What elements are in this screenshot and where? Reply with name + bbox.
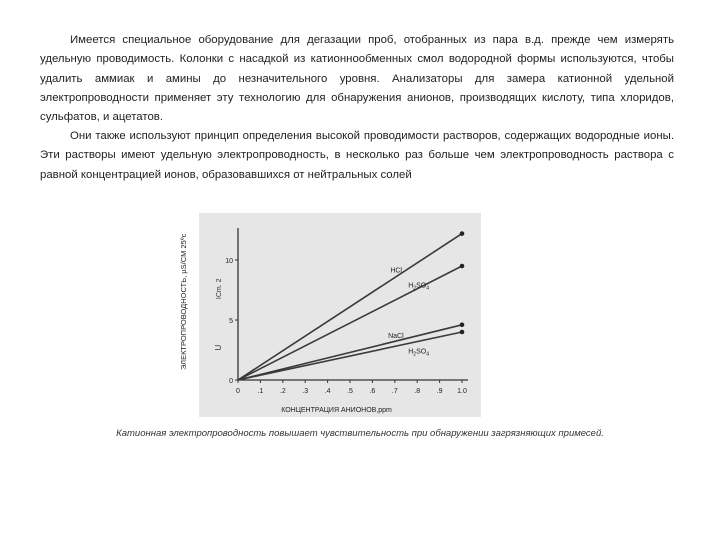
x-tick-label: .1	[257, 388, 264, 395]
x-tick-label: .8	[414, 388, 421, 395]
figure-caption: Катионная электропроводность повышает чувствительность при обнаружении загрязняющих примесей.	[116, 428, 604, 439]
series-end-point	[460, 330, 465, 335]
series-label: $H_2SO_4$	[408, 348, 429, 358]
x-tick-label: .5	[347, 388, 353, 395]
x-tick-label: .9	[436, 388, 443, 395]
x-axis-label: КОНЦЕНТРАЦИЯ АНИОНОВ,ppm	[281, 407, 392, 414]
paragraph-2: Они также используют принцип определения высокой проводимости растворов, содержащих водородные ионы. Эти растворы имеют удельную электропроводность, в несколько раз больше чем электропроводность раствора с равной концентрацией ионов, образовавшихся от нейтральных солей	[40, 130, 674, 181]
x-tick-label: .2	[279, 388, 286, 395]
paragraph-1: Имеется специальное оборудование для дегазации проб, отобранных из пара в.д. прежде чем измерять удельную проводимость. Колонки с насадкой из катионнообменных смол водородной формы используются, чтобы удалить аммиак и амины до незначительного уровня. Анализаторы для замера катионной удельной электропроводности применяет эту технологию для обнаружения анионов, производящих кислоту, типа хлоридов, сульфатов, и ацетатов.	[40, 34, 674, 124]
conductivity-chart	[199, 213, 481, 417]
y-inner-label: U	[214, 344, 223, 351]
series-label: HCl	[390, 267, 402, 275]
chart-figure	[199, 213, 481, 417]
series-label: NaCl	[388, 333, 404, 341]
series-line	[238, 234, 462, 380]
x-tick-label: 1.0	[457, 388, 467, 395]
y-inner-label: ICm. 2	[216, 278, 223, 300]
x-tick-label: .4	[324, 388, 331, 395]
x-tick-label: .7	[391, 388, 398, 395]
x-tick-label: 0	[236, 388, 240, 395]
series-end-point	[460, 264, 465, 269]
series-end-point	[460, 231, 465, 236]
series-line	[238, 266, 462, 380]
y-tick-label: 10	[225, 258, 233, 265]
y-tick-label: 0	[229, 378, 233, 385]
series-end-point	[460, 323, 465, 328]
x-tick-label: .6	[369, 388, 376, 395]
series-label: $H_2SO_4$	[408, 282, 429, 292]
y-tick-label: 5	[229, 318, 233, 325]
chart-y-axis-label: ЭЛЕКТРОПРОВОДНОСТЬ, µS/CM 25ºc	[179, 233, 188, 370]
x-tick-label: .3	[302, 388, 309, 395]
